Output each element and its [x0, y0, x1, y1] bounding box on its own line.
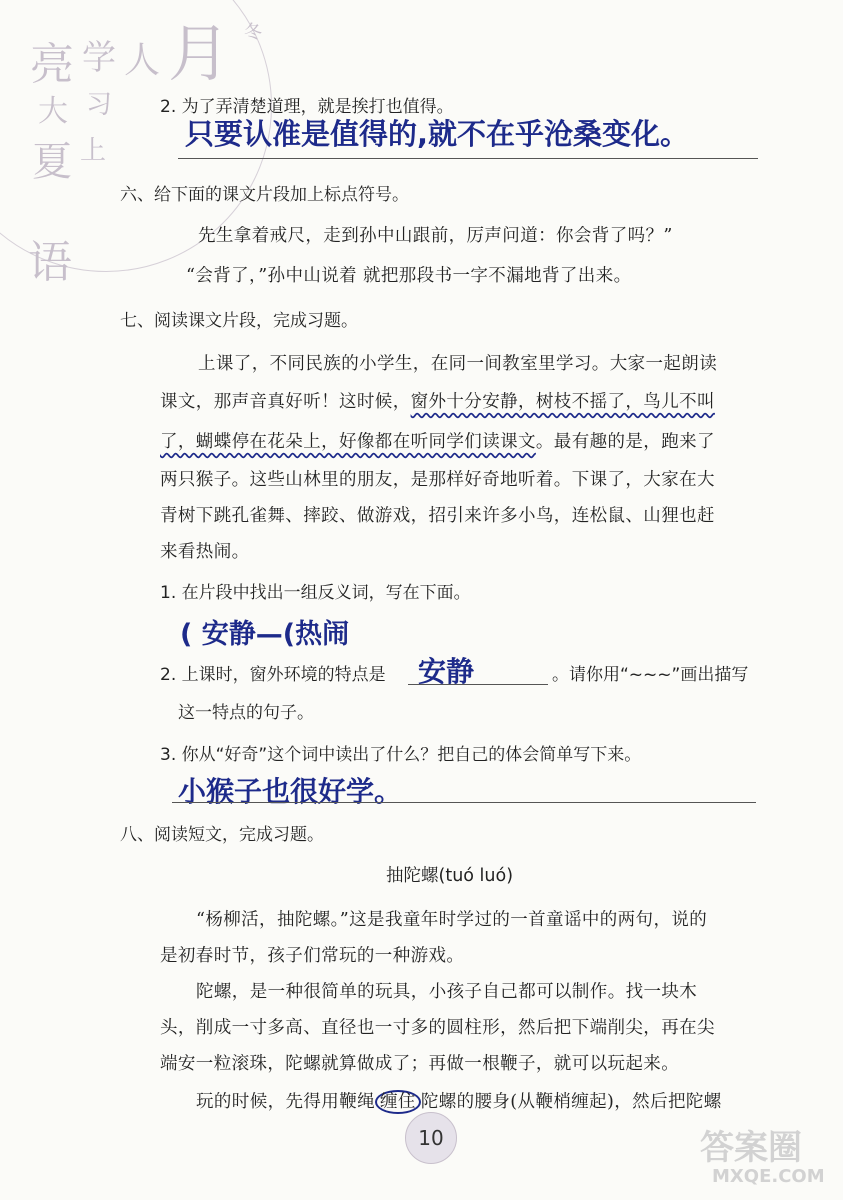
- passage-line: 了，蝴蝶停在花朵上，好像都在听同学们读课文。最有趣的是，跑来了: [160, 432, 715, 452]
- brand-char: 亮: [30, 39, 74, 90]
- article-paragraph: 端安一粒滚珠，陀螺就算做成了；再做一根鞭子，就可以玩起来。: [160, 1054, 680, 1074]
- side-char: 上: [80, 136, 107, 166]
- section-7-title: 七、阅读课文片段，完成习题。: [120, 311, 358, 331]
- passage-line: 上课了，不同民族的小学生，在同一间教室里学习。大家一起朗读: [198, 354, 718, 374]
- question-2-answer: 只要认准是值得的,就不在乎沧桑变化。: [185, 117, 690, 151]
- wavy-underlined-sentence: 了，蝴蝶停在花朵上，好像都在听同学们读课文: [160, 432, 536, 452]
- section-7-q1: 1. 在片段中找出一组反义词，写在下面。: [160, 583, 471, 603]
- question-2-prompt: 2. 为了弄清楚道理，就是挨打也值得。: [160, 97, 454, 117]
- answer-line: [172, 802, 756, 803]
- answer-line: [408, 684, 548, 685]
- passage-line: 两只猴子。这些山林里的朋友，是那样好奇地听着。下课了，大家在大: [160, 470, 715, 490]
- section-6-line-2: “会背了，”孙中山说着 就把那段书一字不漏地背了出来。: [186, 266, 632, 286]
- side-char: 习: [86, 90, 113, 120]
- section-7-q2-answer: 安静: [418, 655, 475, 688]
- article-paragraph: “杨柳活，抽陀螺。”这是我童年时学过的一首童谣中的两句，说的: [196, 910, 708, 930]
- passage-line: 课文，那声音真好听！这时候，窗外十分安静，树枝不摇了，鸟儿不叫: [160, 392, 715, 412]
- section-6-title: 六、给下面的课文片段加上标点符号。: [120, 185, 409, 205]
- section-7-q3-answer: 小猴子也很好学。: [178, 775, 403, 808]
- brand-char: 学: [82, 38, 116, 78]
- section-7-q2: 2. 上课时，窗外环境的特点是: [160, 665, 386, 685]
- brand-char: 月: [168, 17, 231, 90]
- side-char: 大: [38, 94, 68, 129]
- circled-word: 缠住: [375, 1090, 421, 1114]
- answer-line: [178, 158, 758, 159]
- side-char: 夏: [32, 139, 72, 185]
- article-paragraph: 陀螺，是一种很简单的玩具，小孩子自己都可以制作。找一块木: [196, 982, 698, 1002]
- side-char: 语: [28, 237, 72, 288]
- section-7-q1-answer: ( 安静—(热闹: [180, 619, 350, 650]
- section-7-q2-continued: 这一特点的句子。: [178, 703, 314, 723]
- brand-char: 冬: [244, 22, 262, 43]
- watermark-logo: 答案圈: [700, 1128, 802, 1168]
- page-number: 10: [405, 1112, 457, 1164]
- article-paragraph: 玩的时候，先得用鞭绳 缠住 陀螺的腰身(从鞭梢缠起)，然后把陀螺: [196, 1092, 722, 1112]
- wavy-underlined-sentence: 窗外十分安静，树枝不摇了，鸟儿不叫: [410, 392, 715, 412]
- passage-line: 青树下跳孔雀舞、摔跤、做游戏，招引来许多小鸟，连松鼠、山狸也赶: [160, 506, 715, 526]
- brand-char: 人: [124, 40, 161, 81]
- section-8-title: 八、阅读短文，完成习题。: [120, 825, 324, 845]
- article-paragraph: 头，削成一寸多高、直径也一寸多的圆柱形，然后把下端削尖，再在尖: [160, 1018, 715, 1038]
- article-paragraph: 是初春时节，孩子们常玩的一种游戏。: [160, 946, 465, 966]
- passage-line: 来看热闹。: [160, 542, 250, 562]
- watermark-url: MXQE.COM: [712, 1166, 825, 1187]
- section-7-q2-instruction: 。请你用“~~~”画出描写: [552, 665, 749, 685]
- article-title: 抽陀螺(tuó luó): [386, 866, 514, 886]
- section-7-q3: 3. 你从“好奇”这个词中读出了什么？把自己的体会简单写下来。: [160, 745, 642, 765]
- section-6-line-1: 先生拿着戒尺，走到孙中山跟前，厉声问道：你会背了吗？”: [198, 226, 673, 246]
